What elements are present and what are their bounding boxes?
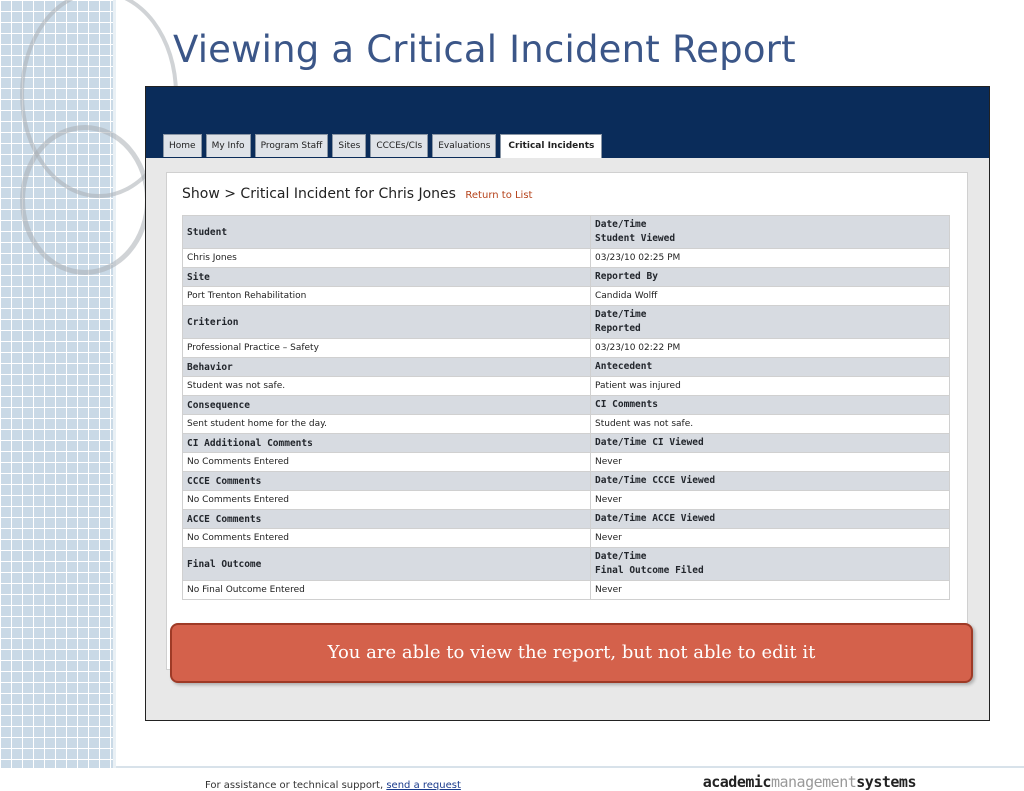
table-header-row (183, 358, 950, 377)
page-heading (182, 186, 532, 202)
field-label-line: Date/Time (595, 309, 647, 320)
brand-logo (703, 773, 916, 791)
content-panel (166, 172, 968, 791)
field-label-line: Antecedent (595, 361, 653, 372)
field-label-line: Date/Time (595, 219, 647, 230)
brand-part-2: management (770, 773, 857, 791)
field-value: Chris Jones (183, 249, 591, 268)
field-label-line: Reported (595, 323, 641, 334)
show-label: Show (182, 186, 220, 202)
tab-ccces-cis[interactable]: CCCEs/CIs (370, 134, 428, 157)
field-value: Never (591, 491, 950, 510)
field-label: CCCE Comments (183, 472, 591, 491)
field-value: Sent student home for the day. (183, 415, 591, 434)
field-value: Never (591, 529, 950, 548)
field-label-line: Final Outcome Filed (595, 565, 704, 576)
tab-evaluations[interactable]: Evaluations (432, 134, 496, 157)
footer-text: For assistance or technical support, (205, 780, 384, 791)
field-label: CI Additional Comments (183, 434, 591, 453)
nav-tabs (163, 134, 602, 158)
field-label (591, 472, 950, 491)
field-label: Criterion (183, 306, 591, 339)
table-row (183, 491, 950, 510)
field-label-line: Reported By (595, 271, 658, 282)
field-label-line: Date/Time ACCE Viewed (595, 513, 716, 524)
table-header-row (183, 268, 950, 287)
field-label-line: Student Viewed (595, 233, 676, 244)
field-label-line: Date/Time CI Viewed (595, 437, 704, 448)
table-row (183, 581, 950, 600)
field-label (591, 216, 950, 249)
field-label: Student (183, 216, 591, 249)
table-row (183, 287, 950, 306)
field-label: Site (183, 268, 591, 287)
field-label (591, 510, 950, 529)
field-value: No Comments Entered (183, 529, 591, 548)
field-label (591, 434, 950, 453)
field-value: 03/23/10 02:25 PM (591, 249, 950, 268)
field-label: Consequence (183, 396, 591, 415)
field-label (591, 358, 950, 377)
table-header-row (183, 510, 950, 529)
report-table (182, 215, 950, 600)
field-label-line: Date/Time (595, 551, 647, 562)
field-label (591, 268, 950, 287)
field-value: No Final Outcome Entered (183, 581, 591, 600)
table-row (183, 453, 950, 472)
field-value: Never (591, 581, 950, 600)
field-value: Patient was injured (591, 377, 950, 396)
field-label-line: Date/Time CCCE Viewed (595, 475, 716, 486)
decorative-ring (20, 125, 150, 275)
brand-part-3: systems (856, 773, 916, 791)
send-request-link[interactable]: send a request (386, 780, 461, 791)
field-label (591, 306, 950, 339)
field-label: ACCE Comments (183, 510, 591, 529)
field-value: Professional Practice – Safety (183, 339, 591, 358)
field-label: Final Outcome (183, 548, 591, 581)
table-header-row (183, 548, 950, 581)
field-value: No Comments Entered (183, 491, 591, 510)
table-header-row (183, 396, 950, 415)
field-value: Student was not safe. (183, 377, 591, 396)
tab-sites[interactable]: Sites (332, 134, 366, 157)
table-row (183, 415, 950, 434)
table-row (183, 377, 950, 396)
tab-home[interactable]: Home (163, 134, 202, 157)
table-header-row (183, 472, 950, 491)
field-value: Candida Wolff (591, 287, 950, 306)
table-row (183, 249, 950, 268)
field-value: Never (591, 453, 950, 472)
field-value: 03/23/10 02:22 PM (591, 339, 950, 358)
table-header-row (183, 216, 950, 249)
table-header-row (183, 434, 950, 453)
tab-program-staff[interactable]: Program Staff (255, 134, 329, 157)
brand-part-1: academic (702, 773, 771, 791)
field-label (591, 548, 950, 581)
field-label-line: CI Comments (595, 399, 658, 410)
field-label: Behavior (183, 358, 591, 377)
slide-title: Viewing a Critical Incident Report (173, 28, 796, 71)
field-label (591, 396, 950, 415)
table-row (183, 339, 950, 358)
field-value: Student was not safe. (591, 415, 950, 434)
app-header (146, 87, 989, 158)
breadcrumb-separator: > (224, 186, 236, 202)
return-to-list-link[interactable]: Return to List (465, 190, 533, 201)
page-title: Critical Incident for Chris Jones (240, 186, 456, 202)
field-value: Port Trenton Rehabilitation (183, 287, 591, 306)
tab-critical-incidents[interactable]: Critical Incidents (500, 134, 602, 158)
callout-box: You are able to view the report, but not able to edit it (170, 623, 973, 683)
footer-support (205, 780, 461, 791)
field-value: No Comments Entered (183, 453, 591, 472)
tab-my-info[interactable]: My Info (206, 134, 251, 157)
table-header-row (183, 306, 950, 339)
table-row (183, 529, 950, 548)
